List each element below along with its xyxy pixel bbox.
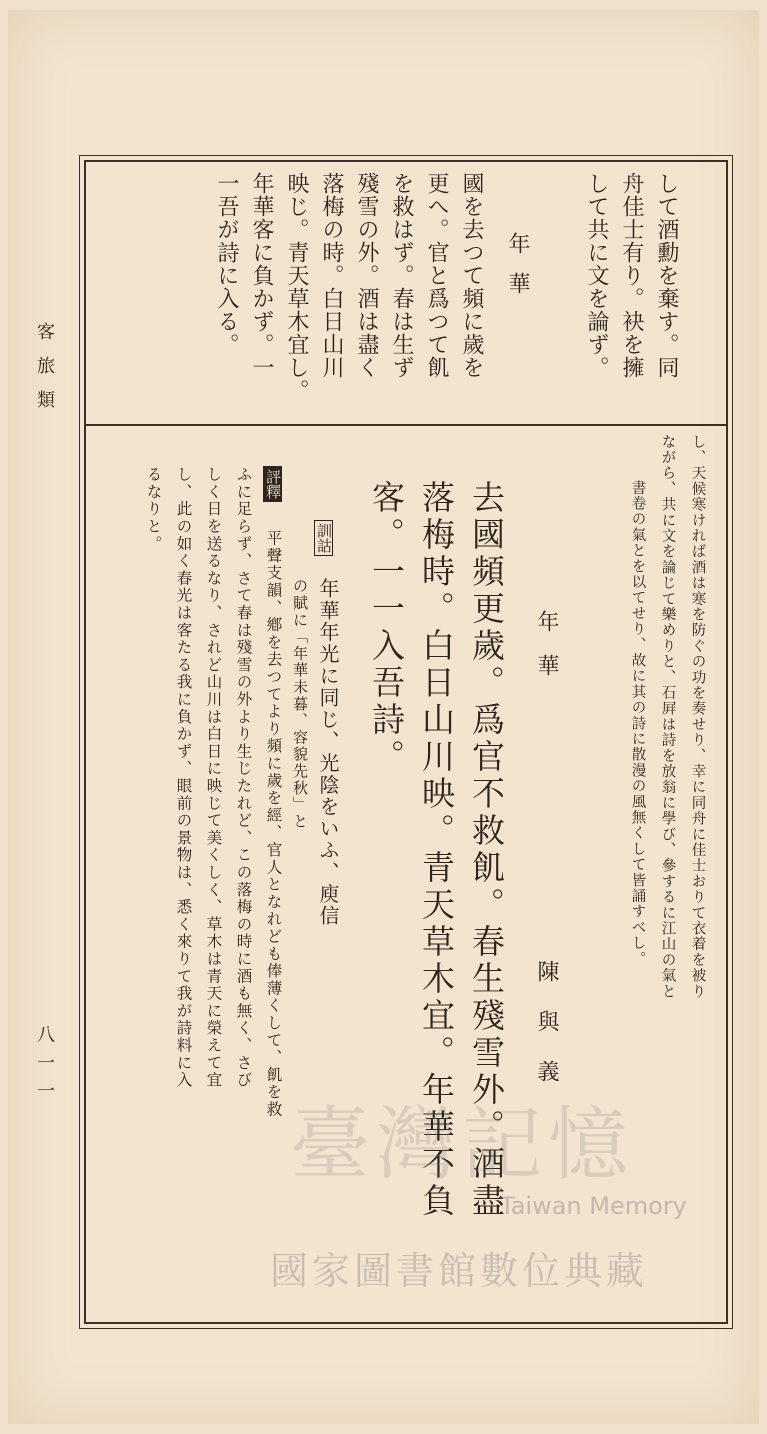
- watermark-brand: 臺灣記憶: [290, 1098, 634, 1191]
- commentary-column-2: ながら、共に文を論じて樂めりと、石屛は詩を放翁に學び、參するに江山の氣と: [659, 434, 676, 1000]
- commentary-column-3: 書卷の氣とを以てせり、故に其の詩に散漫の風無くして皆誦すべし。: [629, 480, 646, 967]
- page-number: 八一一: [34, 1025, 55, 1109]
- top-column-3: して共に文を論ず。: [584, 172, 609, 379]
- gloss-label: 訓詁: [314, 520, 333, 556]
- top-poem-column-4: 殘雪の外。酒は盡く: [354, 172, 379, 379]
- kanbun-column-2: 落梅時。白日山川映。青天草木宜。年華不負: [417, 480, 456, 1220]
- explanation-label: 評釋: [263, 466, 282, 502]
- top-poem-column-7: 年華客に負かず。一: [249, 172, 274, 379]
- gloss-block: [314, 520, 333, 562]
- kanbun-column-1: 去國頻更歲。爲官不救飢。春生殘雪外。酒盡: [467, 480, 506, 1220]
- top-column-2: 舟佳士有り。袂を擁: [619, 172, 644, 379]
- explanation-column-3: しく日を送るなり、されど山川は白日に映じて美くしく、草木は青天に榮えて宜: [204, 466, 223, 1089]
- poem-title: 年華: [534, 610, 559, 698]
- watermark-english: Taiwan Memory: [500, 1192, 687, 1220]
- top-poem-column-1: 國を去つて頻に歲を: [459, 172, 484, 379]
- explanation-column-5: るなりと。: [144, 466, 163, 553]
- watermark-institution: 國家圖書館數位典藏: [270, 1249, 649, 1293]
- top-poem-column-6: 映じ。青天草木宜し。: [284, 172, 309, 402]
- explanation-column-4: し、此の如く春光は客たる我に負かず、眼前の景物は、悉く來りて我が詩料に入: [174, 466, 193, 1089]
- section-divider: [84, 424, 728, 426]
- explanation-column-2: ふに足らず、さて春は殘雪の外より生じたれど、この落梅の時に酒も無く、さび: [234, 466, 253, 1089]
- top-poem-column-5: 落梅の時。白日山川: [319, 172, 344, 379]
- top-column-1: して酒勳を棄す。同: [654, 172, 679, 379]
- top-poem-column-3: を救はず。春は生ず: [389, 172, 414, 379]
- poem-author: 陳與義: [534, 960, 559, 1110]
- top-poem-column-8: 一吾が詩に入る。: [214, 172, 239, 356]
- top-poem-title: 年華: [505, 232, 530, 312]
- kanbun-column-3: 客。一一入吾詩。: [367, 480, 406, 776]
- commentary-column-1: し、天候寒ければ酒は寒を防ぐの功を奏せり、幸に同舟に佳士おりて衣着を被り: [689, 434, 706, 1000]
- explanation-column-1: 平聲支韻、鄕を去つてより頻に歲を經、官人となれども俸薄くして、飢を救: [264, 530, 283, 1119]
- gloss-column-2: の賦に「年華未暮、容貌先秋」と: [291, 578, 309, 830]
- gloss-column-1: 年華年光に同じ、光陰をいふ、庾信: [316, 578, 340, 927]
- category-label: 客旅類: [34, 322, 55, 424]
- explanation-block: [263, 466, 282, 508]
- top-poem-column-2: 更へ。官と爲つて飢: [424, 172, 449, 379]
